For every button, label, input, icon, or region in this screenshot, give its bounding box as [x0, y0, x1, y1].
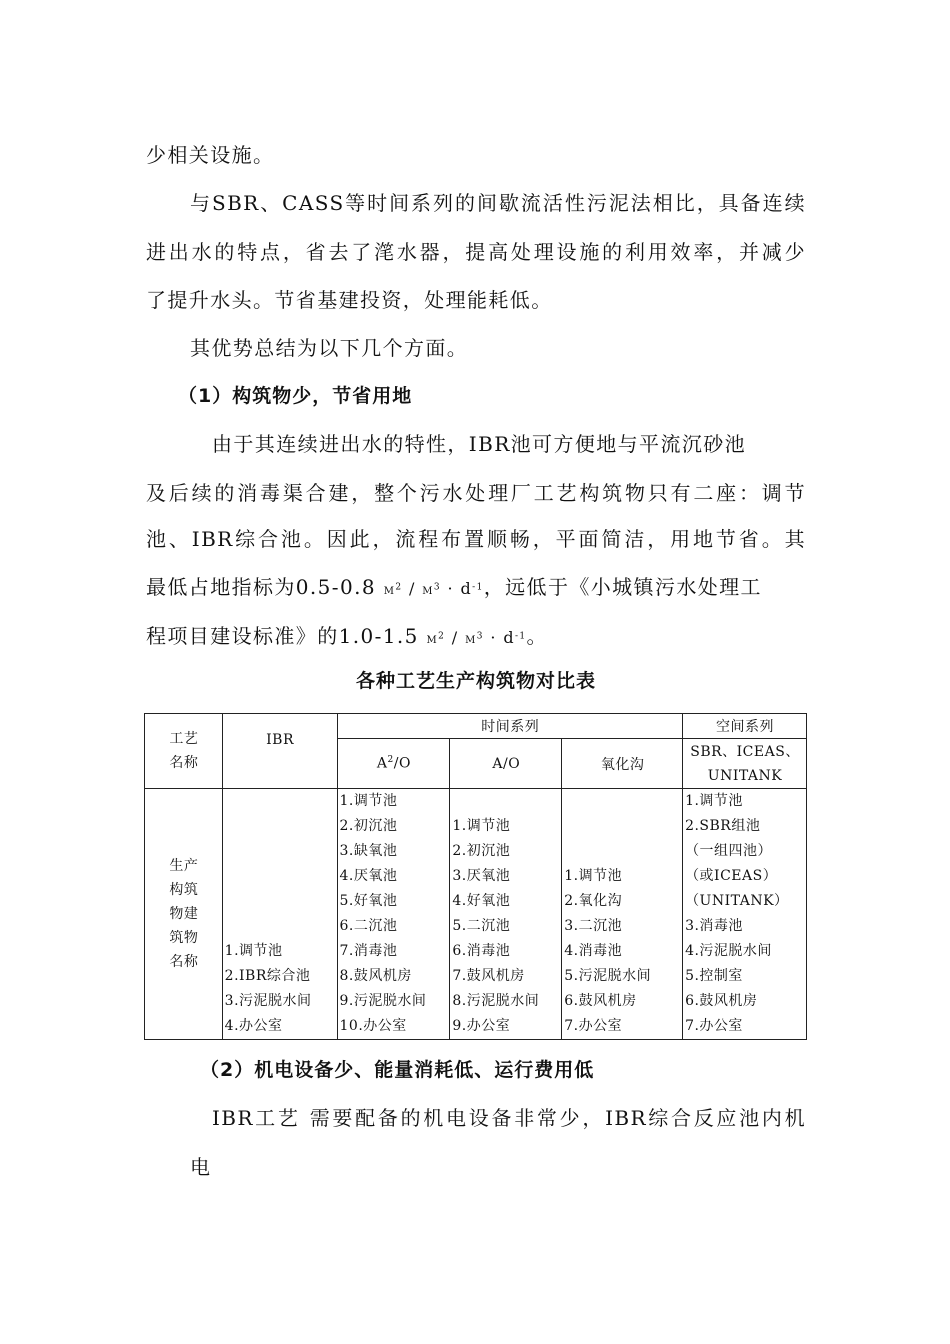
- list-item: 1.调节池: [452, 818, 511, 834]
- list-item: 5.二沉池: [452, 918, 511, 934]
- header-text: UNITANK: [707, 767, 783, 784]
- list-item: 2.初沉池: [452, 843, 511, 859]
- list-cell-oxidation: [562, 789, 683, 1040]
- section-heading-2: （2）机电设备少、能量消耗低、运行费用低: [200, 1059, 595, 1081]
- list-item: 2.SBR组池: [685, 818, 761, 834]
- unit-m: M: [465, 635, 477, 646]
- unit-sep: /: [445, 628, 466, 647]
- header-time-series: 时间系列: [337, 714, 683, 739]
- list-item: 5.控制室: [685, 968, 743, 984]
- paragraph-line: IBR工艺 需要配备的机电设备非常少，IBR综合反应池内机: [212, 1106, 806, 1130]
- list-item: 4.污泥脱水间: [685, 943, 772, 959]
- paragraph-line: 及后续的消毒渠合建，整个污水处理厂工艺构筑物只有二座：调节: [146, 481, 806, 505]
- list-item: 2.氧化沟: [564, 893, 623, 909]
- paragraph-line: 其优势总结为以下几个方面。: [190, 336, 469, 360]
- list-item: 3.缺氧池: [339, 843, 398, 859]
- section-heading-1: （1）构筑物少，节省用地: [178, 385, 413, 407]
- list-item: 6.二沉池: [339, 918, 398, 934]
- list-item: 1.调节池: [224, 943, 283, 959]
- row-label-line: 名称: [169, 954, 199, 970]
- list-item: 7.消毒池: [339, 943, 398, 959]
- unit-cu: 3: [433, 582, 442, 593]
- paragraph-line-with-unit: [146, 573, 762, 606]
- table-header-row: [145, 714, 807, 739]
- list-item: 9.办公室: [452, 1018, 511, 1034]
- list-spacer: [225, 789, 337, 814]
- list-item: 8.污泥脱水间: [452, 993, 540, 1009]
- table-body-row: [145, 789, 807, 1040]
- paragraph-line: 由于其连续进出水的特性，IBR池可方便地与平流沉砂池: [212, 432, 747, 456]
- list-item: 1.调节池: [685, 793, 743, 809]
- unit-sq: 2: [438, 631, 446, 642]
- paragraph-line: 池、IBR综合池。因此，流程布置顺畅，平面简洁，用地节省。其: [146, 527, 806, 551]
- list-item: 1.调节池: [564, 868, 623, 884]
- paragraph-line-with-unit: [146, 622, 548, 655]
- list-item: 4.办公室: [224, 1018, 283, 1034]
- list-item: 4.好氧池: [452, 893, 511, 909]
- unit-m: M: [426, 635, 439, 646]
- paragraph-line: 进出水的特点，省去了滗水器，提高处理设施的利用效率，并减少: [146, 240, 806, 264]
- list-item: 3.二沉池: [564, 918, 623, 934]
- list-item: 5.好氧池: [339, 893, 398, 909]
- header-oxidation-ditch: 氧化沟: [562, 739, 683, 789]
- list-item: （或ICEAS）: [685, 868, 778, 884]
- row-label-line: 筑物: [169, 930, 199, 946]
- unit-sq: 2: [395, 582, 403, 593]
- header-process-name: [145, 714, 223, 789]
- list-spacer: [564, 814, 682, 839]
- list-spacer: [225, 839, 337, 864]
- row-label-cell: [145, 789, 223, 1040]
- unit-sep: /: [402, 579, 423, 598]
- paragraph-fragment: 少相关设施。: [146, 143, 275, 167]
- list-spacer: [564, 789, 682, 814]
- list-item: 6.消毒池: [452, 943, 511, 959]
- unit-m: M: [383, 586, 396, 597]
- unit-cu: 3: [476, 631, 484, 642]
- list-item: 2.IBR综合池: [224, 968, 311, 984]
- list-cell-ao: [450, 789, 562, 1040]
- paragraph-text: 最低占地指标为0.5-0.8: [146, 575, 384, 599]
- header-text: 名称: [169, 755, 199, 771]
- list-item: 7.鼓风机房: [452, 968, 525, 984]
- table-caption: 各种工艺生产构筑物对比表: [355, 670, 596, 692]
- list-item: 7.办公室: [564, 1018, 623, 1034]
- list-item: 10.办公室: [339, 1018, 407, 1034]
- list-spacer: [225, 814, 337, 839]
- list-item: 9.污泥脱水间: [339, 993, 427, 1009]
- unit-neg: -1: [472, 582, 484, 593]
- row-label-line: 生产: [169, 858, 199, 874]
- list-spacer: [225, 864, 337, 889]
- unit-expression: [426, 628, 527, 647]
- comparison-table: [144, 713, 807, 1040]
- list-spacer: [452, 789, 561, 814]
- list-spacer: [225, 889, 337, 914]
- unit-m: M: [422, 586, 434, 597]
- paragraph-line: 与SBR、CASS等时间系列的间歇流活性污泥法相比，具备连续: [190, 191, 806, 215]
- row-label-line: 物建: [169, 906, 199, 922]
- paragraph-text: ，远低于《小城镇污水处理工: [483, 575, 762, 599]
- unit-day: · d: [441, 579, 473, 598]
- list-item: 7.办公室: [685, 1018, 743, 1034]
- header-ao: A/O: [450, 739, 562, 789]
- paragraph-text: 程项目建设标准》的1.0-1.5: [146, 624, 427, 648]
- header-a2o: $A^2/O$: [337, 739, 450, 789]
- list-item: 3.厌氧池: [452, 868, 511, 884]
- list-item: 1.调节池: [339, 793, 398, 809]
- row-label: [146, 854, 222, 974]
- paragraph-line: 电: [190, 1155, 212, 1179]
- list-item: 2.初沉池: [339, 818, 398, 834]
- list-cell-a2o: [337, 789, 450, 1040]
- paragraph-text: 。: [526, 624, 548, 648]
- paragraph-line: 了提升水头。节省基建投资，处理能耗低。: [146, 288, 553, 312]
- unit-expression: [383, 579, 484, 598]
- list-item: 6.鼓风机房: [685, 993, 758, 1009]
- list-item: （一组四池）: [685, 843, 773, 859]
- list-spacer: [225, 914, 337, 939]
- list-item: 4.消毒池: [564, 943, 623, 959]
- list-spacer: [564, 839, 682, 864]
- unit-neg: -1: [514, 631, 527, 642]
- list-item: 8.鼓风机房: [339, 968, 412, 984]
- header-space-series: 空间系列: [683, 714, 807, 739]
- list-item: 4.厌氧池: [339, 868, 398, 884]
- unit-day: · d: [483, 628, 515, 647]
- list-cell-sbr: [683, 789, 807, 1040]
- list-cell-ibr: [222, 789, 337, 1040]
- list-item: （UNITANK）: [685, 893, 789, 909]
- header-ibr: IBR: [222, 714, 337, 789]
- list-item: 3.消毒池: [685, 918, 743, 934]
- header-sbr: [683, 739, 807, 789]
- list-item: 5.污泥脱水间: [564, 968, 652, 984]
- list-item: 3.污泥脱水间: [224, 993, 312, 1009]
- row-label-line: 构筑: [169, 882, 199, 898]
- header-text: SBR、ICEAS、: [690, 743, 800, 760]
- header-text: 工艺: [169, 731, 199, 747]
- list-item: 6.鼓风机房: [564, 993, 637, 1009]
